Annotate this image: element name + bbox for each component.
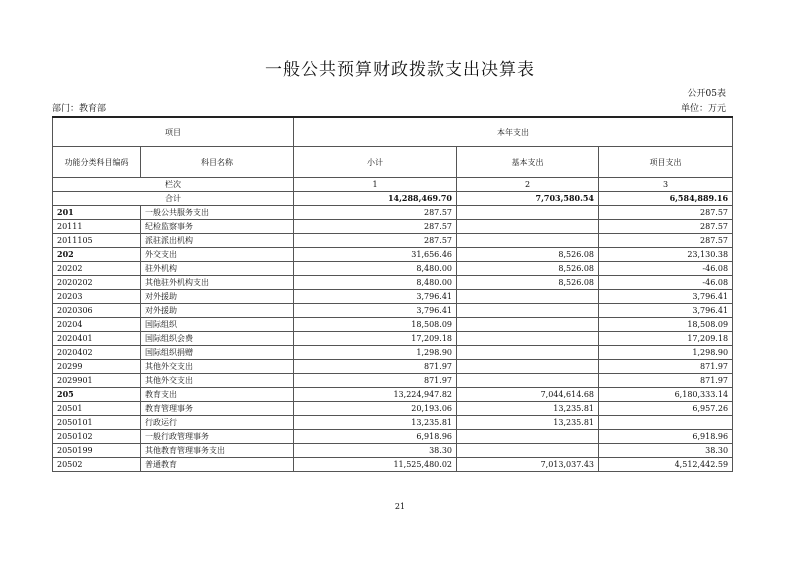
row-basic <box>457 234 599 248</box>
row-subtotal: 3,796.41 <box>294 290 457 304</box>
row-name: 纪检监察事务 <box>141 220 294 234</box>
row-project: 1,298.90 <box>599 346 733 360</box>
row-subtotal: 287.57 <box>294 234 457 248</box>
row-code: 202 <box>53 248 141 262</box>
row-subtotal: 871.97 <box>294 374 457 388</box>
row-subtotal: 1,298.90 <box>294 346 457 360</box>
row-subtotal: 287.57 <box>294 220 457 234</box>
row-code: 20502 <box>53 458 141 472</box>
row-basic <box>457 206 599 220</box>
row-project: 18,508.09 <box>599 318 733 332</box>
column-index-2: 2 <box>457 178 599 192</box>
row-code: 20111 <box>53 220 141 234</box>
row-subtotal: 11,525,480.02 <box>294 458 457 472</box>
row-name: 派驻派出机构 <box>141 234 294 248</box>
table-row <box>53 402 733 416</box>
total-row <box>53 192 733 206</box>
row-code: 2050101 <box>53 416 141 430</box>
header-subject-name: 科目名称 <box>141 147 294 178</box>
row-code: 2020401 <box>53 332 141 346</box>
row-basic <box>457 318 599 332</box>
row-name: 其他驻外机构支出 <box>141 276 294 290</box>
column-index-3: 3 <box>599 178 733 192</box>
table-row <box>53 374 733 388</box>
row-name: 其他外交支出 <box>141 360 294 374</box>
row-project: -46.08 <box>599 262 733 276</box>
row-name: 普通教育 <box>141 458 294 472</box>
row-name: 对外援助 <box>141 290 294 304</box>
header-func-code: 功能分类科目编码 <box>53 147 141 178</box>
row-name: 行政运行 <box>141 416 294 430</box>
row-basic: 7,013,037.43 <box>457 458 599 472</box>
row-code: 20501 <box>53 402 141 416</box>
row-code: 20204 <box>53 318 141 332</box>
row-project: 17,209.18 <box>599 332 733 346</box>
row-code: 2011105 <box>53 234 141 248</box>
column-index-1: 1 <box>294 178 457 192</box>
row-name: 外交支出 <box>141 248 294 262</box>
table-row <box>53 444 733 458</box>
table-row <box>53 416 733 430</box>
department-label: 部门：教育部 <box>52 104 107 114</box>
row-project: 6,918.96 <box>599 430 733 444</box>
row-project: 6,957.26 <box>599 402 733 416</box>
row-name: 教育支出 <box>141 388 294 402</box>
table-row <box>53 276 733 290</box>
table-row <box>53 234 733 248</box>
row-subtotal: 871.97 <box>294 360 457 374</box>
row-basic <box>457 444 599 458</box>
row-code: 205 <box>53 388 141 402</box>
row-project: 3,796.41 <box>599 290 733 304</box>
row-name: 其他外交支出 <box>141 374 294 388</box>
row-name: 国际组织捐赠 <box>141 346 294 360</box>
row-project: -46.08 <box>599 276 733 290</box>
row-project: 4,512,442.59 <box>599 458 733 472</box>
table-row <box>53 430 733 444</box>
row-subtotal: 17,209.18 <box>294 332 457 346</box>
table-row <box>53 206 733 220</box>
header-project-exp: 项目支出 <box>599 147 733 178</box>
row-code: 2050102 <box>53 430 141 444</box>
table-code: 公开05表 <box>687 89 726 99</box>
row-subtotal: 20,193.06 <box>294 402 457 416</box>
total-project: 6,584,889.16 <box>599 192 733 206</box>
row-basic: 8,526.08 <box>457 248 599 262</box>
row-name: 国际组织 <box>141 318 294 332</box>
row-code: 2020402 <box>53 346 141 360</box>
header-row-columns <box>53 147 733 178</box>
row-basic <box>457 290 599 304</box>
total-subtotal: 14,288,469.70 <box>294 192 457 206</box>
row-subtotal: 8,480.00 <box>294 276 457 290</box>
row-project: 6,180,333.14 <box>599 388 733 402</box>
row-code: 20203 <box>53 290 141 304</box>
row-subtotal: 18,508.09 <box>294 318 457 332</box>
row-project: 23,130.38 <box>599 248 733 262</box>
row-subtotal: 31,656.46 <box>294 248 457 262</box>
row-name: 驻外机构 <box>141 262 294 276</box>
row-subtotal: 13,235.81 <box>294 416 457 430</box>
row-basic: 13,235.81 <box>457 416 599 430</box>
table-row <box>53 360 733 374</box>
row-name: 国际组织会费 <box>141 332 294 346</box>
row-subtotal: 13,224,947.82 <box>294 388 457 402</box>
row-code: 20202 <box>53 262 141 276</box>
row-name: 一般公共服务支出 <box>141 206 294 220</box>
row-project: 871.97 <box>599 360 733 374</box>
row-name: 其他教育管理事务支出 <box>141 444 294 458</box>
table-row <box>53 248 733 262</box>
row-subtotal: 6,918.96 <box>294 430 457 444</box>
header-basic: 基本支出 <box>457 147 599 178</box>
row-basic <box>457 430 599 444</box>
row-basic: 13,235.81 <box>457 402 599 416</box>
row-code: 20299 <box>53 360 141 374</box>
header-row-top <box>53 117 733 147</box>
page-title: 一般公共预算财政拨款支出决算表 <box>265 60 535 80</box>
table-row <box>53 262 733 276</box>
row-code: 2020202 <box>53 276 141 290</box>
header-current-year: 本年支出 <box>294 117 733 147</box>
table-row <box>53 332 733 346</box>
row-basic <box>457 332 599 346</box>
page-number: 21 <box>394 502 406 511</box>
row-subtotal: 8,480.00 <box>294 262 457 276</box>
row-project: 287.57 <box>599 234 733 248</box>
row-basic <box>457 360 599 374</box>
row-basic: 8,526.08 <box>457 276 599 290</box>
row-code: 2050199 <box>53 444 141 458</box>
row-basic <box>457 374 599 388</box>
row-basic: 7,044,614.68 <box>457 388 599 402</box>
row-basic <box>457 346 599 360</box>
column-index-row <box>53 178 733 192</box>
row-project: 871.97 <box>599 374 733 388</box>
total-label: 合计 <box>53 192 294 206</box>
row-name: 一般行政管理事务 <box>141 430 294 444</box>
row-basic <box>457 220 599 234</box>
row-project: 287.57 <box>599 206 733 220</box>
table-row <box>53 388 733 402</box>
table-row <box>53 346 733 360</box>
header-project: 项目 <box>53 117 294 147</box>
column-label: 栏次 <box>53 178 294 192</box>
row-name: 对外援助 <box>141 304 294 318</box>
row-subtotal: 38.30 <box>294 444 457 458</box>
row-subtotal: 3,796.41 <box>294 304 457 318</box>
row-basic <box>457 304 599 318</box>
row-project: 3,796.41 <box>599 304 733 318</box>
table-row <box>53 458 733 472</box>
row-project: 287.57 <box>599 220 733 234</box>
table-row <box>53 318 733 332</box>
row-name: 教育管理事务 <box>141 402 294 416</box>
row-code: 201 <box>53 206 141 220</box>
row-project: 38.30 <box>599 444 733 458</box>
row-code: 2020306 <box>53 304 141 318</box>
total-basic: 7,703,580.54 <box>457 192 599 206</box>
row-project <box>599 416 733 430</box>
header-subtotal: 小计 <box>294 147 457 178</box>
expenditure-table <box>52 116 733 472</box>
unit-label: 单位：万元 <box>680 104 726 114</box>
row-code: 2029901 <box>53 374 141 388</box>
table-row <box>53 220 733 234</box>
table-body <box>53 206 733 472</box>
table-row <box>53 304 733 318</box>
row-basic: 8,526.08 <box>457 262 599 276</box>
row-subtotal: 287.57 <box>294 206 457 220</box>
table-row <box>53 290 733 304</box>
